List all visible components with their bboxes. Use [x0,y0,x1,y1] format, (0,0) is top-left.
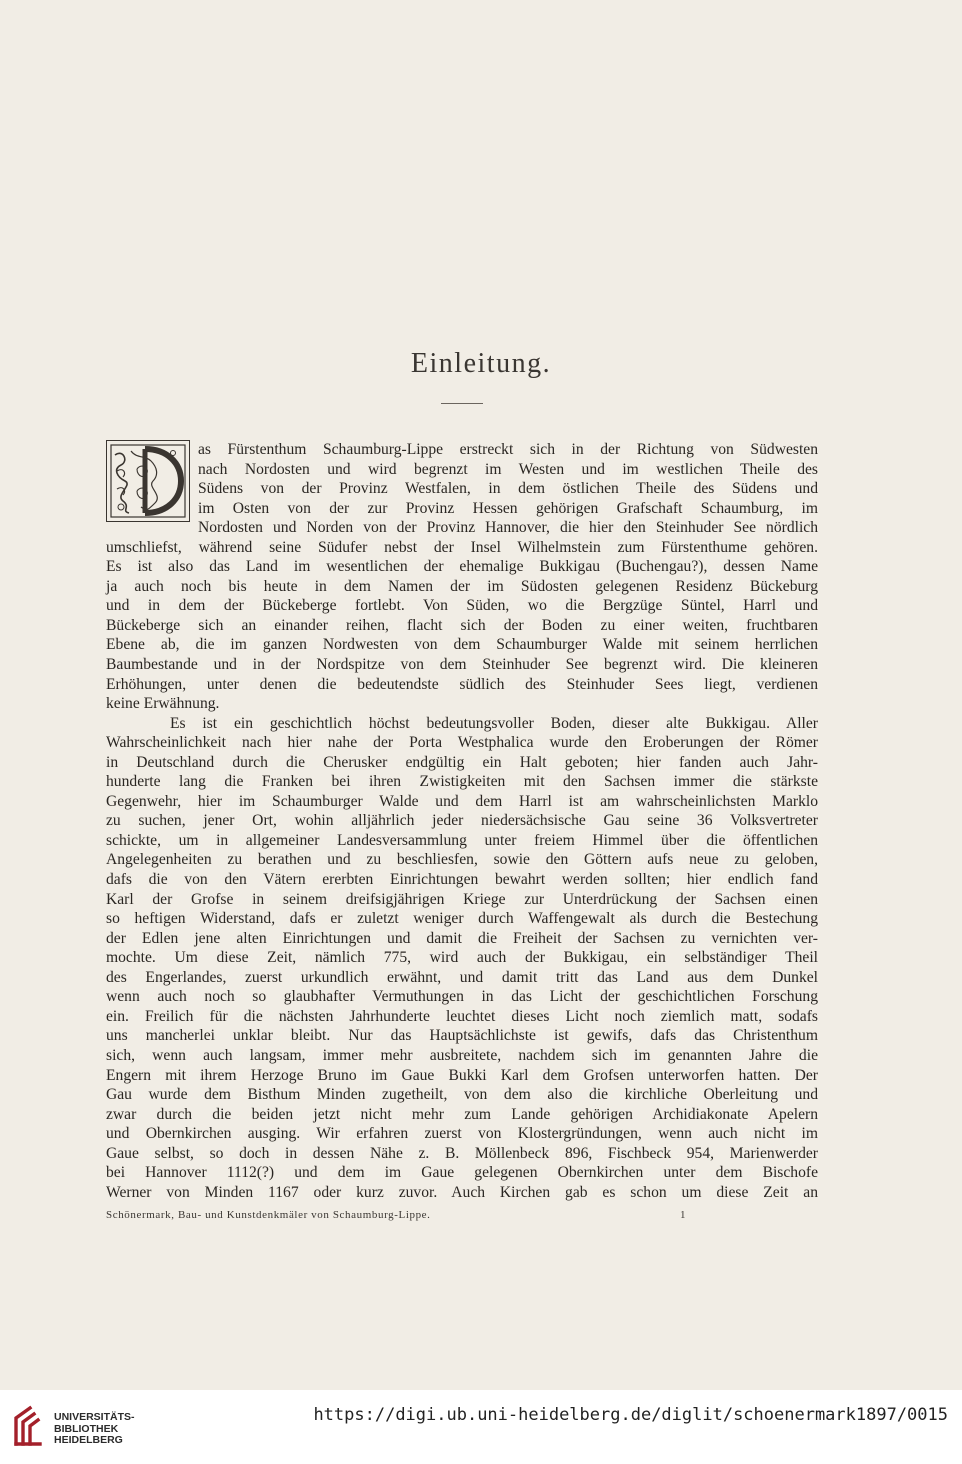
text-line: Südens von der Provinz Westfalen, in dem östlichen Theile des Südens und [198,480,818,498]
chapter-title: Einleitung. [410,348,552,379]
text-line: sich, wenn auch langsam, immer mehr ausbreitete, nachdem sich im genannten Jahre die [106,1046,818,1064]
text-line: wenn auch noch so glaubhafter Vermuthungen in das Licht der geschichtlichen Forschung [106,988,818,1006]
permalink-url[interactable]: https://digi.ub.uni-heidelberg.de/diglit/schoenermark1897/0015 [313,1405,948,1425]
text-line: Es ist ein geschichtlich höchst bedeutungsvoller Boden, dieser alte Bukkigau. Aller [170,714,818,732]
title-divider [441,403,483,404]
text-line: nach Nordosten und wird begrenzt im Westen und im westlichen Theile des [198,460,818,478]
text-line: Werner von Minden 1167 oder kurz zuvor. Auch Kirchen gab es schon um diese Zeit an [106,1183,818,1201]
text-line: Wahrscheinlichkeit nach hier nahe der Porta Westphalica wurde den Eroberungen der Römer [106,734,818,752]
ornament-icon [107,441,189,521]
text-line: zwar durch die beiden jetzt nicht mehr zum Lande gehörigen Archidiakonate Apelern [106,1105,818,1123]
text-line: Gegenwehr, hier im Schaumburger Walde und dem Harrl ist am wahrscheinlichsten Marklo [106,792,818,810]
text-line: Es ist also das Land im wesentlichen der ehemalige Bukkigau (Buchengau?), dessen Name [106,558,818,576]
text-line: dafs die von den Vätern ererbten Einrichtungen bewahrt werden sollten; hier endlich fand [106,871,818,889]
library-name: UNIVERSITÄTS- BIBLIOTHEK HEIDELBERG [54,1411,135,1446]
text-line: Angelegenheiten zu berathen und zu beschliesfen, sowie den Göttern aufs neue zu geloben, [106,851,818,869]
text-line: der Edlen jene alten Einrichtungen und damit die Freiheit der Sachsen zu vernichten ver- [106,929,818,947]
page-number: 1 [680,1209,687,1221]
text-line: Bückeberge sich an einander reihen, flacht sich der Boden zu einer weiten, fruchtbaren [106,616,818,634]
text-line: keine Erwähnung. [106,695,220,713]
text-line: in Deutschland durch die Cherusker endgültig ein Halt geboten; hier fanden auch Jahr- [106,753,818,771]
text-line: Nordosten und Norden von der Provinz Hannover, die hier den Steinhuder See nördlich [198,519,818,537]
text-line: zu suchen, jener Ort, wohin alljährlich jeder niedersächsische Gau seine 36 Volksvertreter [106,812,818,830]
heidelberg-library-logo-icon[interactable] [10,1404,50,1455]
text-line: Engern mit ihrem Herzoge Bruno im Gaue Bukki Karl dem Grofsen unterworfen hatten. Der [106,1066,818,1084]
body-text [106,440,818,1202]
viewer-footer-bar [0,1390,962,1464]
text-line: ja auch noch bis heute in dem Namen der im Südosten gelegenen Residenz Bückeburg [106,577,818,595]
text-line: Ebene ab, die im ganzen Nordwesten von dem Schaumburger Walde mit seinem herrlichen [106,636,818,654]
text-line: im Osten von der zur Provinz Hessen gehörigen Grafschaft Schaumburg, im [198,499,818,517]
text-line: Baumbestande und in der Nordspitze von dem Steinhuder See begrenzt wird. Die kleineren [106,656,818,674]
text-line: ein. Freilich für die nächsten Jahrhunderte leuchtet dieses Licht noch ziemlich matt, sodafs [106,1007,818,1025]
text-line: hunderte lang die Franken bei ihren Zwistigkeiten mit den Sachsen immer die stärkste [106,773,818,791]
text-line: uns mancherlei unklar bleibt. Nur das Hauptsächlichste ist gewifs, dafs das Christenthum [106,1027,818,1045]
text-line: Gaue selbst, so doch in dessen Nähe z. B. Möllenbeck 896, Fischbeck 954, Marienwerder [106,1144,818,1162]
text-line: und Obernkirchen ausging. Wir erfahren zuerst von Klostergründungen, wenn auch nicht im [106,1125,818,1143]
text-line: schickte, um in allgemeiner Landesversammlung unter freiem Himmel über die öffentlichen [106,831,818,849]
text-line: bei Hannover 1112(?) und dem im Gaue gelegenen Obernkirchen unter dem Bischofe [106,1164,818,1182]
text-line: mochte. Um diese Zeit, nämlich 775, wird auch der Bukkigau, ein selbständiger Theil [106,949,818,967]
text-line: so heftigen Widerstand, dafs er zuletzt weniger durch Waffengewalt als durch die Bestechung [106,910,818,928]
text-line: as Fürstenthum Schaumburg-Lippe erstreckt sich in der Richtung von Südwesten [198,441,818,458]
text-line: umschliefst, während seine Südufer nebst der Insel Wilhelmstein zum Fürstenthume gehören. [106,538,818,556]
text-line: Erhöhungen, unter denen die bedeutendste südlich des Steinhuder Sees liegt, verdienen [106,675,818,693]
ornamental-initial [106,440,190,522]
text-line: Karl der Grofse in seinem dreifsigjährigen Kriege zur Unterdrückung der Sachsen einen [106,890,818,908]
text-line: Gau wurde dem Bisthum Minden zugetheilt, von dem also die kirchliche Oberleitung und [106,1086,818,1104]
text-line: und in dem der Bückeberge fortlebt. Von Süden, wo die Bergzüge Süntel, Harrl und [106,597,818,615]
page-footer [106,1209,818,1221]
text-line: des Engerlandes, zuerst urkundlich erwähnt, und damit tritt das Land aus dem Dunkel [106,968,818,986]
footer-source: Schönermark, Bau- und Kunstdenkmäler von Schaumburg-Lippe. [106,1209,431,1221]
